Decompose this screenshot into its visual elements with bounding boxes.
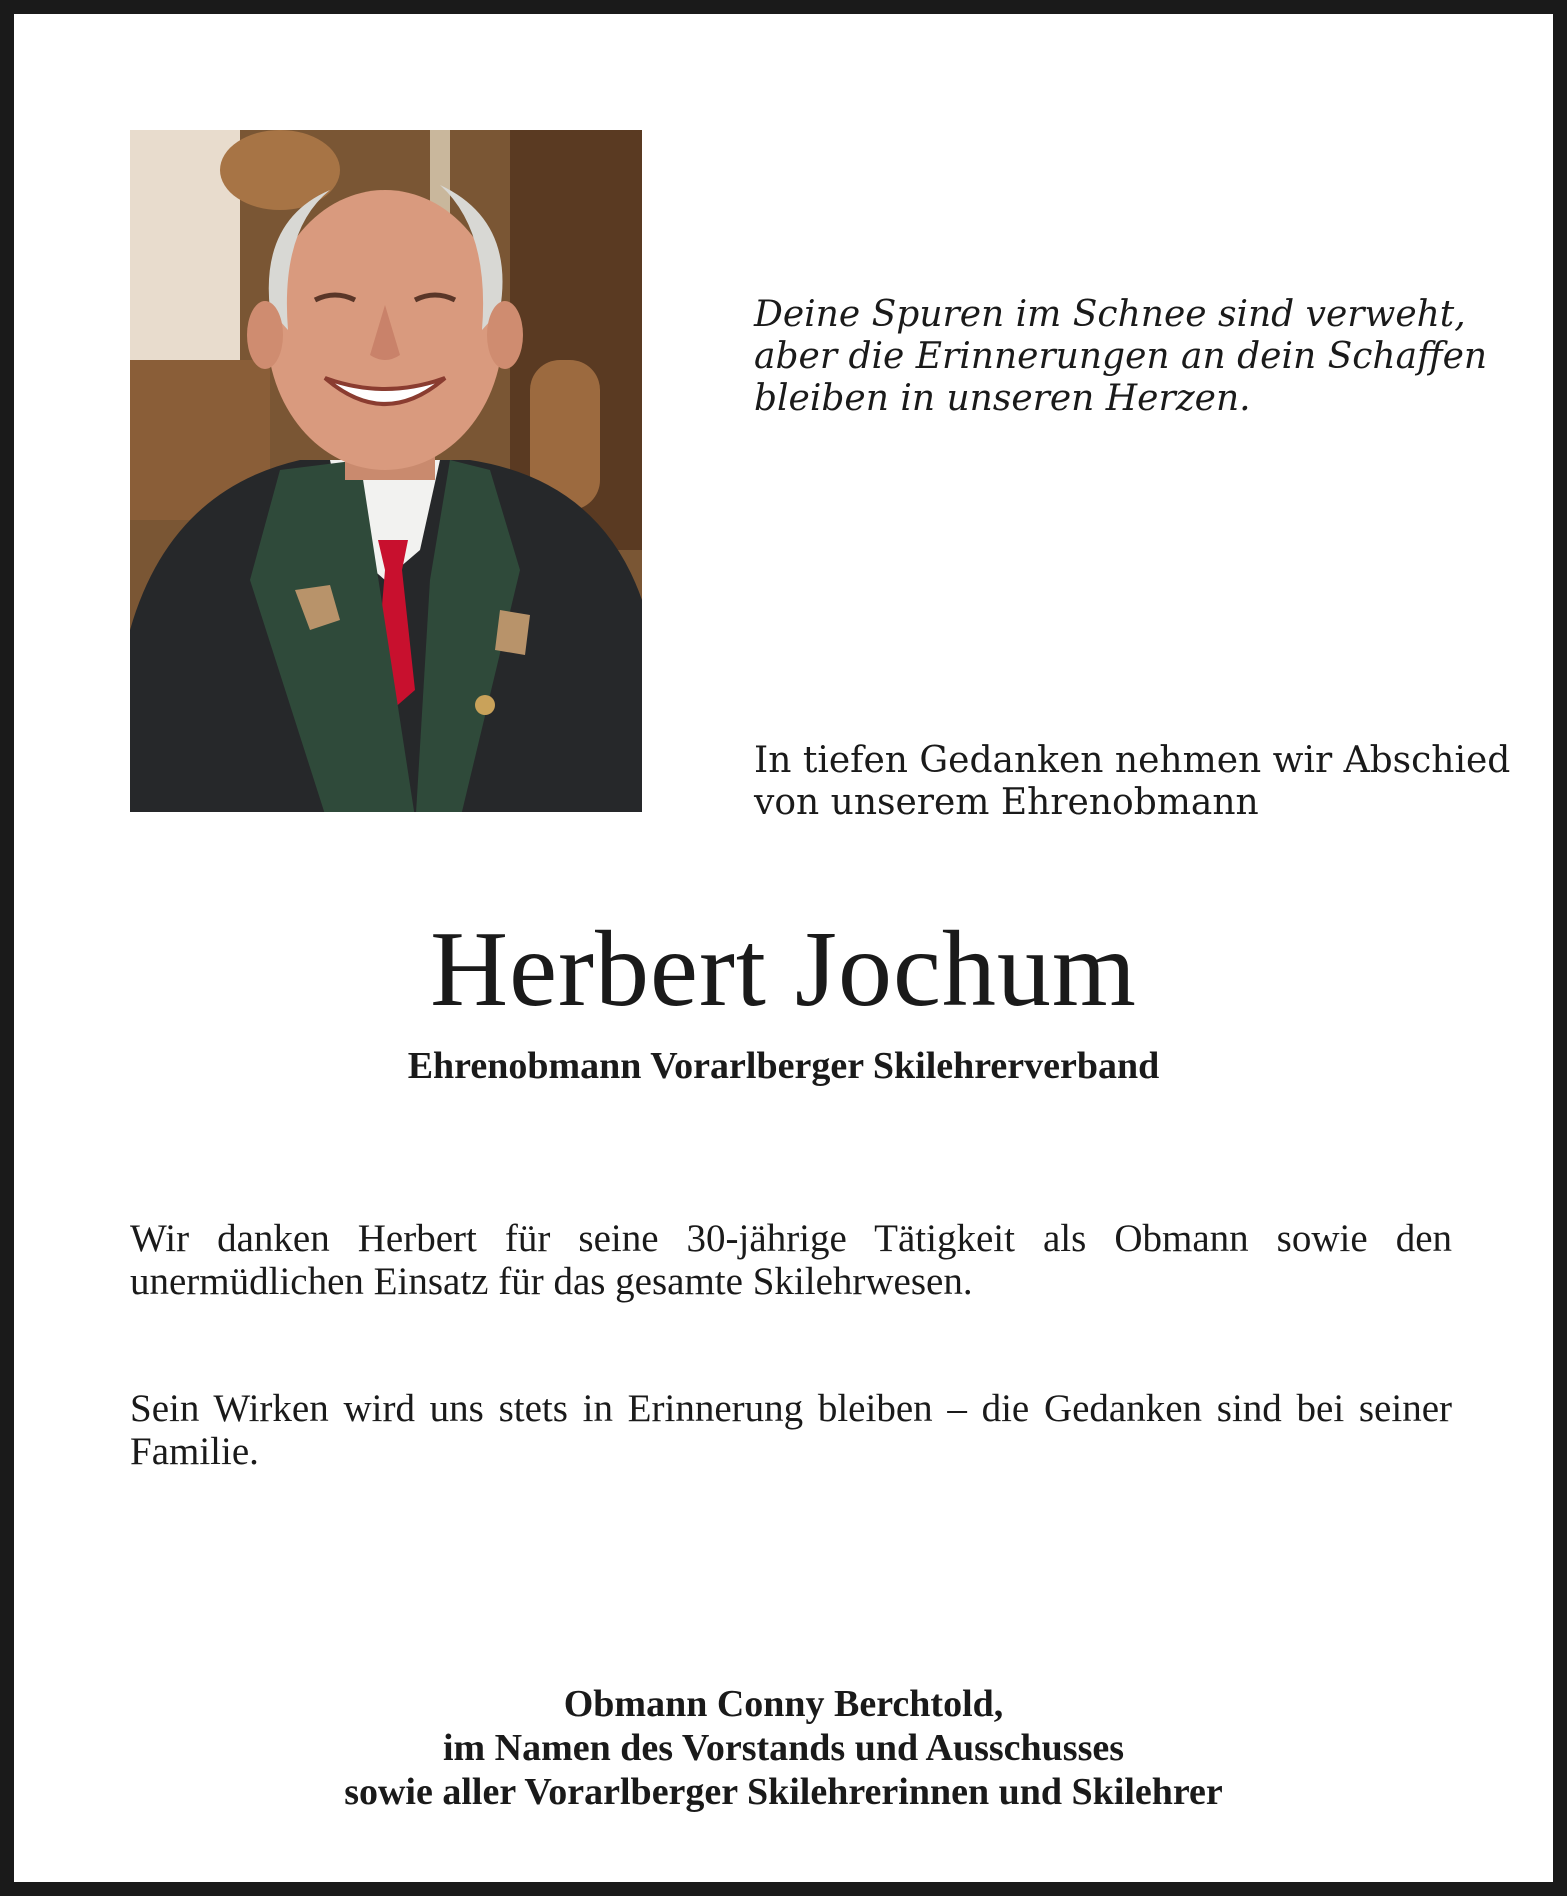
- poem-line: Deine Spuren im Schnee sind verweht,: [754, 294, 1466, 335]
- memorial-poem: [754, 294, 1488, 420]
- portrait-photo: [130, 130, 642, 812]
- poem-line: aber die Erinnerungen an dein Schaffen: [754, 336, 1488, 377]
- remembrance-paragraph: Sein Wirken wird uns stets in Erinnerung bleiben – die Gedanken sind bei seiner Familie.: [130, 1387, 1452, 1473]
- left-ear: [247, 301, 283, 369]
- thanks-paragraph: Wir danken Herbert für seine 30-jährige Tätigkeit als Obmann sowie den unermüdlichen Einsatz für das gesamte Skilehrwesen.: [130, 1217, 1452, 1303]
- lapel-pin-right: [495, 610, 530, 655]
- signature-line: im Namen des Vorstands und Ausschusses: [442, 1727, 1125, 1769]
- right-ear: [487, 301, 523, 369]
- farewell-line: von unserem Ehrenobmann: [754, 782, 1259, 823]
- farewell-intro: [754, 740, 1511, 824]
- signature-line: sowie aller Vorarlberger Skilehrerinnen und Skilehrer: [344, 1771, 1223, 1813]
- portrait-illustration: [130, 130, 642, 812]
- signature-line: Obmann Conny Berchtold,: [563, 1683, 1004, 1725]
- deceased-name: Herbert Jochum: [430, 910, 1137, 1029]
- wood-carving: [220, 130, 340, 210]
- farewell-line: In tiefen Gedanken nehmen wir Abschied: [754, 740, 1511, 781]
- poem-line: bleiben in unseren Herzen.: [754, 378, 1251, 419]
- badge-pin: [475, 695, 495, 715]
- deceased-title: Ehrenobmann Vorarlberger Skilehrerverband: [407, 1045, 1160, 1087]
- signature-block: [14, 1682, 1553, 1814]
